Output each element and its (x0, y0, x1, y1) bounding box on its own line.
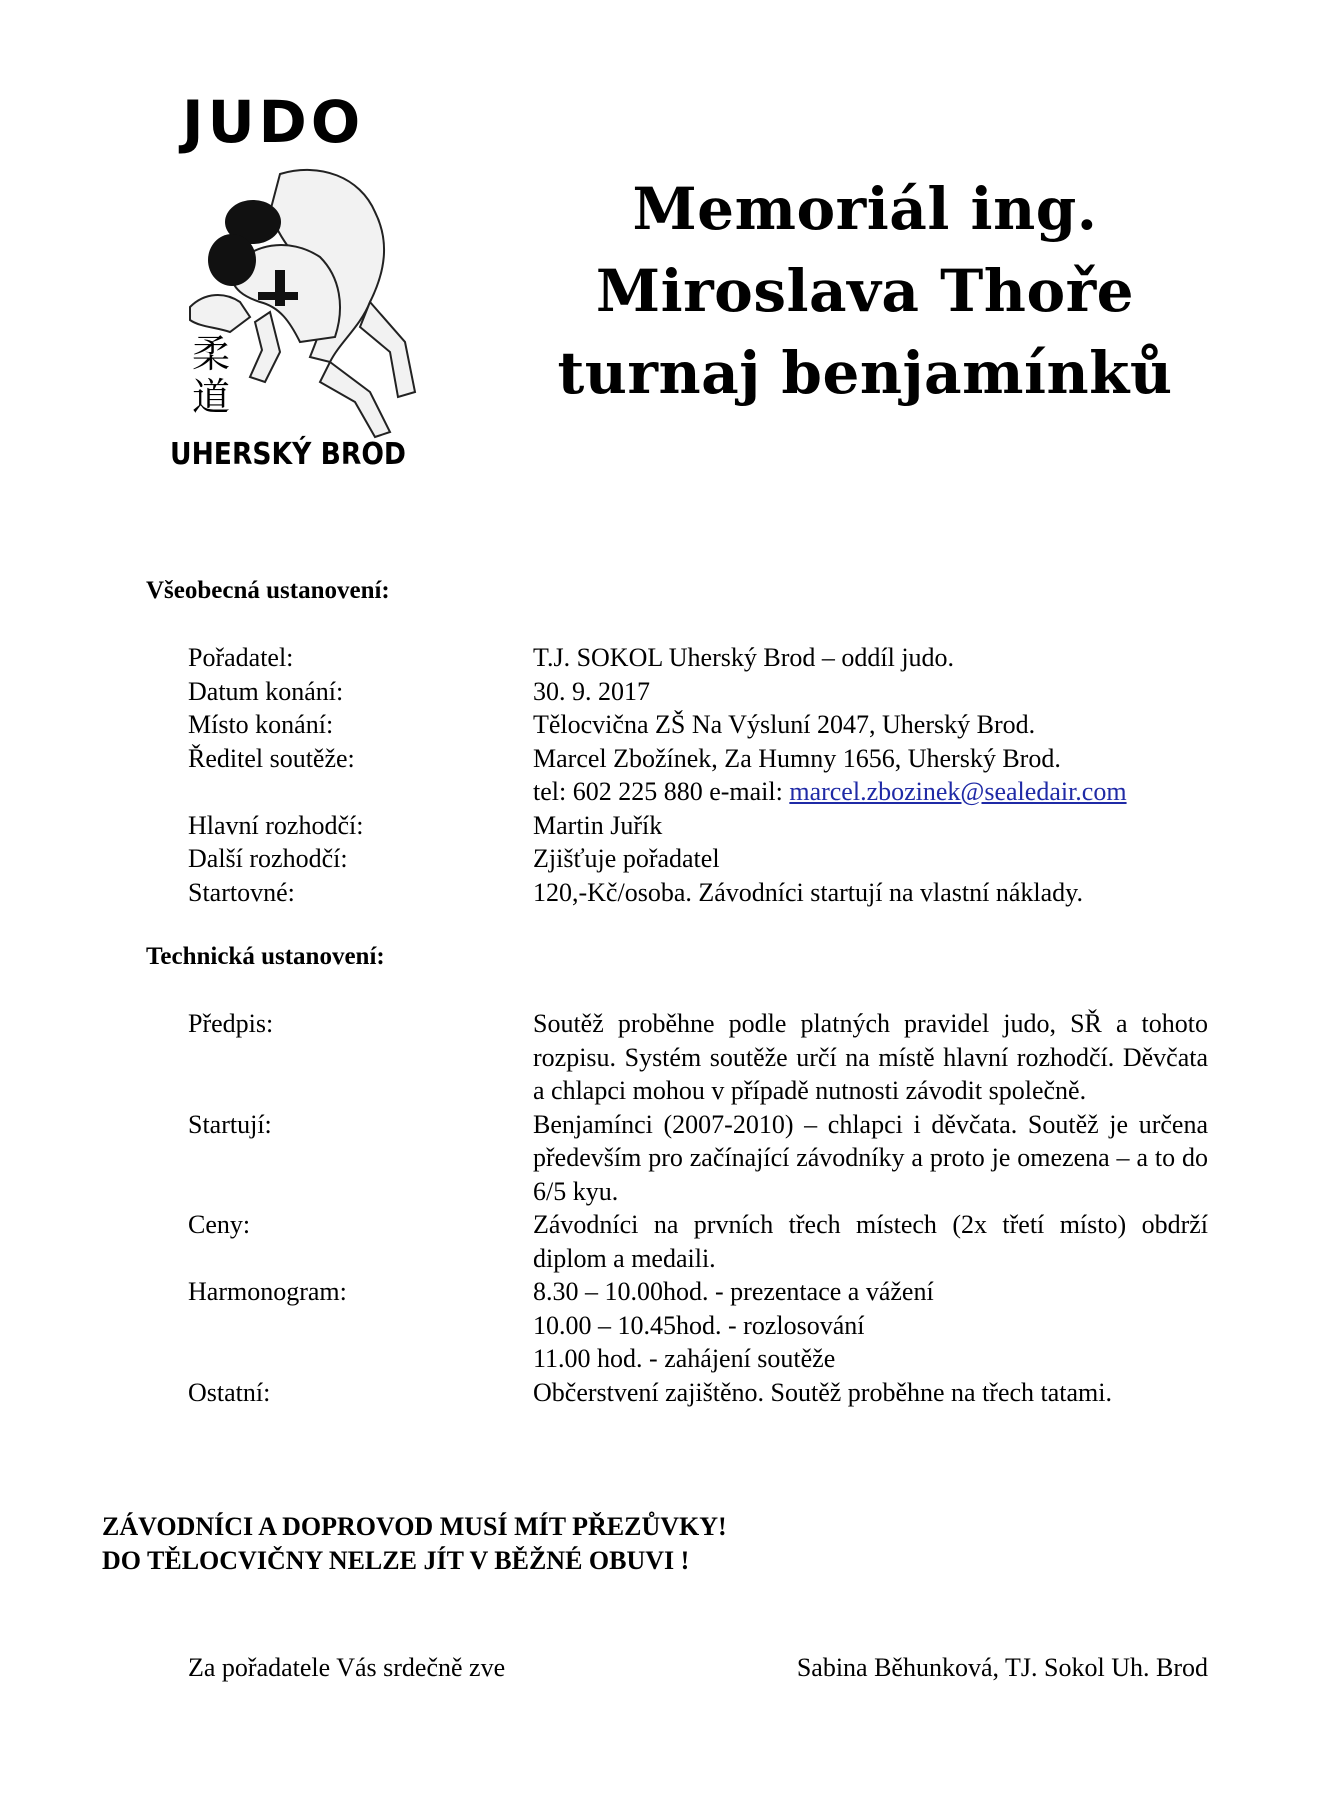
eligibility-value: Benjamínci (2007-2010) – chlapci i děvčata. Soutěž je určena především pro začínající závodníky a proto je omezena – a to do 6/5 kyu. (533, 1109, 1208, 1206)
director-row (188, 742, 1208, 809)
place-row (188, 708, 1208, 742)
prizes-row (188, 1208, 1208, 1275)
rules-label: Předpis: (188, 1009, 274, 1038)
other-referee-row (188, 842, 1208, 876)
other-referee-label: Další rozhodčí: (188, 844, 348, 873)
technical-heading: Technická ustanovení: (146, 943, 385, 970)
prizes-value: Závodníci na prvních třech místech (2x třetí místo) obdrží diplom a medaili. (533, 1210, 1208, 1273)
prizes-label: Ceny: (188, 1210, 251, 1239)
warning-line-2: DO TĚLOCVIČNY NELZE JÍT V BĚŽNÉ OBUVI ! (102, 1546, 690, 1575)
schedule-value (533, 1275, 1208, 1376)
title-line-3: turnaj benjamínků (557, 339, 1173, 407)
schedule-item-2: 10.00 – 10.45hod. - rozlosování (533, 1310, 865, 1340)
place-value: Tělocvična ZŠ Na Výsluní 2047, Uherský Brod. (533, 710, 1036, 739)
logo-bottom-text: UHERSKÝ BROD (170, 437, 437, 472)
rules-row (188, 1007, 1208, 1108)
rules-value: Soutěž proběhne podle platných pravidel judo, SŘ a tohoto rozpisu. Systém soutěže určí na místě hlavní rozhodčí. Děvčata a chlapci mohou v případě nutnosti závodit společně. (533, 1009, 1208, 1105)
eligibility-label: Startují: (188, 1109, 272, 1139)
place-label: Místo konání: (188, 710, 334, 739)
judo-club-logo (170, 92, 460, 522)
judo-throw-illustration (170, 92, 460, 522)
other-referee-value: Zjišťuje pořadatel (533, 844, 720, 873)
date-value: 30. 9. 2017 (533, 676, 650, 706)
director-name: Marcel Zbožínek, Za Humny 1656, Uherský Brod. (533, 743, 1061, 773)
fee-row (188, 876, 1208, 910)
other-value: Občerstvení zajištěno. Soutěž proběhne na třech tatami. (533, 1377, 1113, 1407)
general-rows (188, 641, 1208, 909)
director-value (533, 742, 1208, 809)
signature-text: Sabina Běhunková, TJ. Sokol Uh. Brod (796, 1653, 1208, 1682)
organizer-value: T.J. SOKOL Uherský Brod – oddíl judo. (533, 643, 955, 672)
fee-label: Startovné: (188, 877, 295, 907)
title-line-1: Memoriál ing. (632, 175, 1098, 243)
referee-label: Hlavní rozhodčí: (188, 810, 364, 840)
referee-row (188, 809, 1208, 843)
schedule-label: Harmonogram: (188, 1277, 347, 1306)
organizer-label: Pořadatel: (188, 643, 294, 672)
director-label: Ředitel soutěže: (188, 743, 355, 773)
referee-value: Martin Juřík (533, 810, 663, 840)
page-title (505, 168, 1225, 414)
logo-top-text: JUDO (182, 92, 365, 156)
schedule-item-1: 8.30 – 10.00hod. - prezentace a vážení (533, 1277, 934, 1306)
date-row (188, 675, 1208, 709)
technical-rows (188, 1007, 1208, 1409)
general-heading: Všeobecná ustanovení: (146, 577, 390, 604)
invitation-text: Za pořadatele Vás srdečně zve (188, 1653, 506, 1682)
schedule-row (188, 1275, 1208, 1376)
warning-line-1: ZÁVODNÍCI A DOPROVOD MUSÍ MÍT PŘEZŮVKY! (102, 1512, 727, 1541)
email-link[interactable]: marcel.zbozinek@sealedair.com (789, 777, 1127, 806)
director-contact (533, 775, 1208, 809)
eligibility-row (188, 1108, 1208, 1209)
logo-kanji: 柔 道 (192, 332, 231, 419)
schedule-item-3: 11.00 hod. - zahájení soutěže (533, 1344, 836, 1373)
other-row (188, 1376, 1208, 1410)
title-line-2: Miroslava Thoře (595, 257, 1135, 325)
other-label: Ostatní: (188, 1377, 271, 1407)
footwear-warning (102, 1510, 727, 1578)
fee-value: 120,-Kč/osoba. Závodníci startují na vlastní náklady. (533, 877, 1083, 907)
organizer-row (188, 641, 1208, 675)
contact-prefix: tel: 602 225 880 e-mail: (533, 777, 790, 806)
date-label: Datum konání: (188, 676, 344, 706)
